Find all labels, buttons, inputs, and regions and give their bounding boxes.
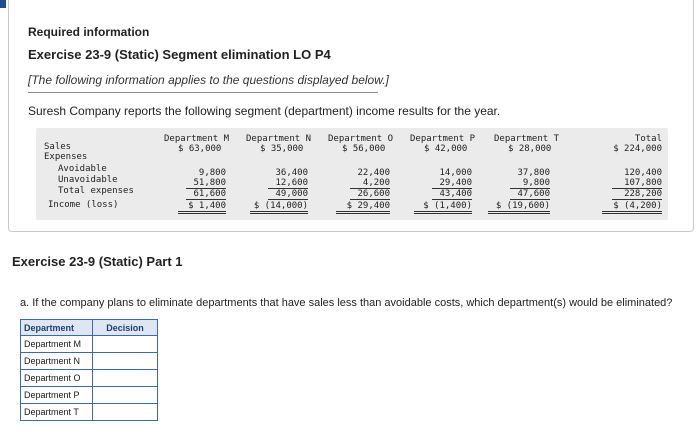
col-header-total: Total [634,134,662,144]
decision-cell-dept-t[interactable] [93,404,158,421]
decision-cell-dept-p[interactable] [93,387,158,404]
decision-input-dept-m[interactable] [96,337,154,351]
col-header-dept-m: Department M [164,134,230,144]
avoidable-dept-o: 22,400 [357,168,390,178]
question-text: a. If the company plans to eliminate departments that have sales less than avoidable costs, which department(s) would be eliminated? [20,297,673,309]
part-title: Exercise 23-9 (Static) Part 1 [12,254,183,269]
sales-dept-o: $ 56,000 [342,144,386,154]
income-dept-m: $ 1,400 [178,201,226,214]
row-label-avoidable: Avoidable [58,164,107,174]
unavoidable-dept-t: 9,800 [510,178,550,189]
decision-input-dept-t[interactable] [96,405,154,419]
answer-header-row [21,320,158,336]
income-dept-o: $ 29,400 [336,201,390,214]
col-header-dept-t: Department T [494,134,560,144]
income-dept-t: $ (19,600) [488,201,550,214]
unavoidable-total: 107,800 [612,178,662,189]
sales-total: $ 224,000 [613,144,662,154]
income-total: $ (4,200) [602,201,662,214]
row-label-dept-t: Department T [21,404,93,421]
unavoidable-dept-m: 51,800 [186,178,226,189]
table-row [21,336,158,353]
avoidable-dept-n: 36,400 [275,168,308,178]
row-label-dept-n: Department N [21,353,93,370]
total-expenses-dept-o: 26,600 [350,189,390,200]
table-row [21,370,158,387]
header-department: Department [21,320,93,336]
required-info-heading: Required information [28,25,150,39]
total-expenses-dept-p: 43,400 [432,189,472,200]
sales-dept-t: $ 28,000 [508,144,552,154]
unavoidable-dept-p: 29,400 [432,178,472,189]
intro-text: Suresh Company reports the following segment (department) income results for the year. [28,104,501,118]
row-label-total-expenses: Total expenses [58,186,134,196]
row-label-dept-p: Department P [21,387,93,404]
income-dept-n: $ (14,000) [250,201,308,214]
table-row [21,353,158,370]
unavoidable-dept-n: 12,600 [268,178,308,189]
total-expenses-total: 228,200 [612,189,662,200]
total-expenses-dept-t: 47,600 [510,189,550,200]
row-label-expenses: Expenses [44,152,88,162]
answer-table [20,319,158,421]
unavoidable-dept-o: 4,200 [350,178,390,189]
col-header-dept-p: Department P [410,134,476,144]
header-decision: Decision [93,320,158,336]
avoidable-dept-t: 37,800 [517,168,550,178]
table-row [21,387,158,404]
col-header-dept-n: Department N [246,134,312,144]
total-expenses-dept-n: 49,000 [268,189,308,200]
decision-input-dept-n[interactable] [96,354,154,368]
divider [28,92,378,93]
decision-cell-dept-n[interactable] [93,353,158,370]
decision-input-dept-p[interactable] [96,388,154,402]
decision-cell-dept-m[interactable] [93,336,158,353]
avoidable-dept-m: 9,800 [198,168,226,178]
row-label-sales: Sales [44,142,72,152]
decision-input-dept-o[interactable] [96,371,154,385]
avoidable-total: 120,400 [624,168,662,178]
corner-badge [0,0,6,8]
table-row [21,404,158,421]
avoidable-dept-p: 14,000 [439,168,472,178]
income-dept-p: $ (1,400) [414,201,472,214]
income-statement [36,128,668,220]
info-note: [The following information applies to the questions displayed below.] [28,73,389,87]
row-label-dept-m: Department M [21,336,93,353]
sales-dept-p: $ 42,000 [424,144,468,154]
sales-dept-m: $ 63,000 [178,144,222,154]
sales-dept-n: $ 35,000 [260,144,304,154]
exercise-title: Exercise 23-9 (Static) Segment elimination LO P4 [28,47,331,62]
row-label-income: Income (loss) [48,200,119,210]
row-label-unavoidable: Unavoidable [58,175,118,185]
row-label-dept-o: Department O [21,370,93,387]
total-expenses-dept-m: 61,600 [186,189,226,200]
col-header-dept-o: Department O [328,134,394,144]
decision-cell-dept-o[interactable] [93,370,158,387]
